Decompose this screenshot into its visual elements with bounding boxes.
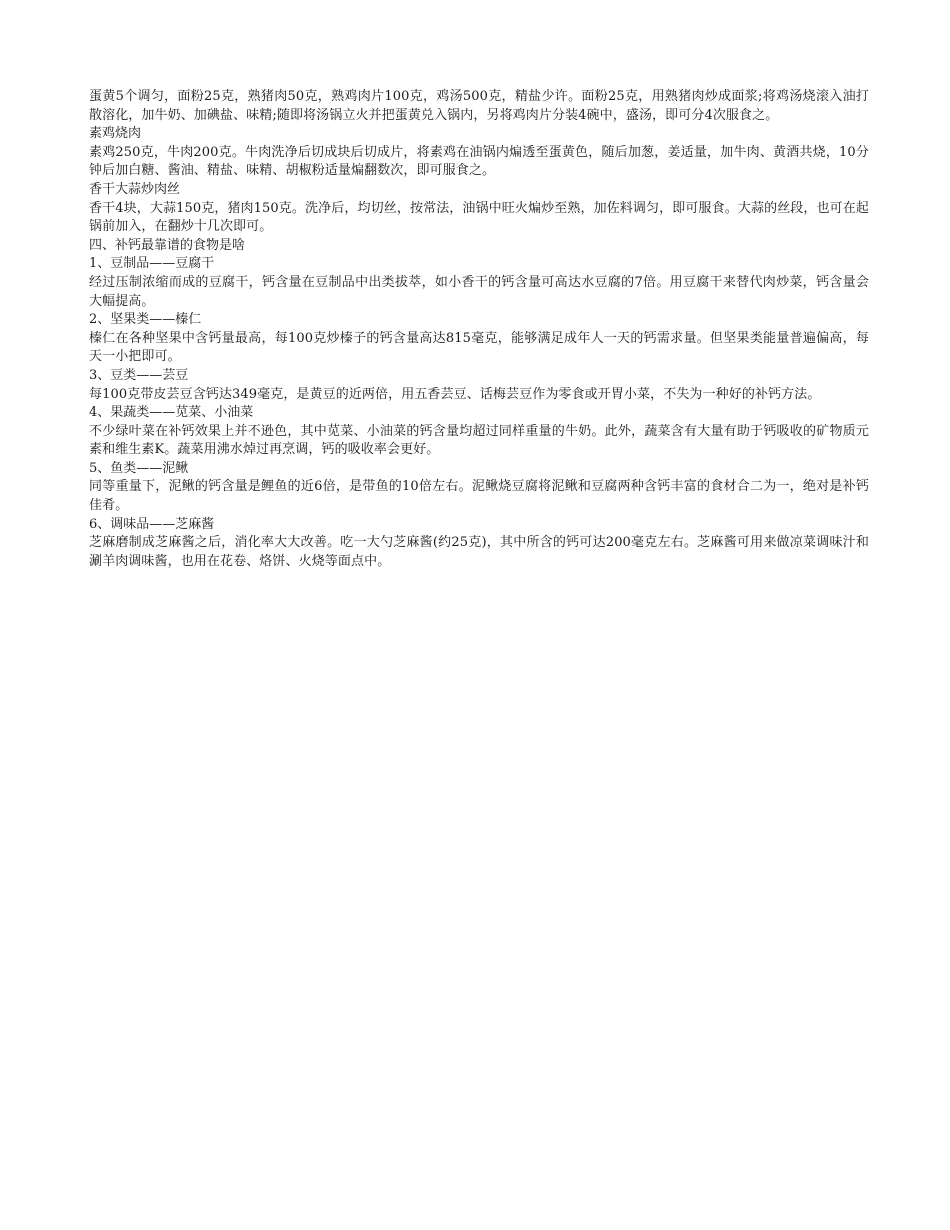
heading-sesame-paste: 6、调味品——芝麻酱	[89, 516, 215, 532]
heading-vegetables: 4、果蔬类——苋菜、小油菜	[89, 405, 254, 421]
paragraph-tofu-gan: 经过压制浓缩而成的豆腐干，钙含量在豆制品中出类拔萃，如小香干的钙含量可高达水豆腐的7倍。用豆腐干来替代肉炒菜，钙含量会大幅提高。	[89, 274, 869, 309]
heading-hazelnut: 2、坚果类——榛仁	[89, 312, 202, 328]
paragraph-su-ji-shao-rou: 素鸡250克，牛肉200克。牛肉洗净后切成块后切成片，将素鸡在油锅内煸透至蛋黄色，随后加葱，姜适量，加牛肉、黄酒共烧，10分钟后加白糖、酱油、精盐、味精、胡椒粉适量煸翻数次，即可服食之。	[89, 144, 869, 179]
heading-tofu-gan: 1、豆制品——豆腐干	[89, 256, 215, 272]
paragraph-recipe-egg-soup: 蛋黄5个调匀，面粉25克，熟猪肉50克，熟鸡肉片100克，鸡汤500克，精盐少许。面粉25克，用熟猪肉炒成面浆;将鸡汤烧滚入油打散溶化，加牛奶、加碘盐、味精;随即将汤锅立火并把蛋黄兑入锅内，另将鸡肉片分装4碗中，盛汤，即可分4次服食之。	[89, 89, 869, 123]
paragraph-vegetables: 不少绿叶菜在补钙效果上并不逊色，其中苋菜、小油菜的钙含量均超过同样重量的牛奶。此外，蔬菜含有大量有助于钙吸收的矿物质元素和维生素K。蔬菜用沸水焯过再烹调，钙的吸收率会更好。	[89, 423, 869, 458]
paragraph-hazelnut: 榛仁在各种坚果中含钙量最高，每100克炒榛子的钙含量高达815毫克，能够满足成年人一天的钙需求量。但坚果类能量普遍偏高，每天一小把即可。	[89, 330, 869, 365]
document-body	[89, 88, 869, 571]
heading-kidney-bean: 3、豆类——芸豆	[89, 367, 189, 383]
paragraph-loach: 同等重量下，泥鳅的钙含量是鲤鱼的近6倍，是带鱼的10倍左右。泥鳅烧豆腐将泥鳅和豆腐两种含钙丰富的食材合二为一，绝对是补钙佳肴。	[89, 479, 869, 514]
section-heading-calcium-foods: 四、补钙最靠谱的食物是啥	[89, 237, 246, 253]
paragraph-xiang-gan-da-suan: 香干4块，大蒜150克，猪肉150克。洗净后，均切丝，按常法，油锅中旺火煸炒至熟，加佐料调匀，即可服食。大蒜的丝段，也可在起锅前加入，在翻炒十几次即可。	[89, 200, 869, 235]
heading-su-ji-shao-rou: 素鸡烧肉	[89, 126, 142, 142]
paragraph-sesame-paste: 芝麻磨制成芝麻酱之后，消化率大大改善。吃一大勺芝麻酱(约25克)，其中所含的钙可达200毫克左右。芝麻酱可用来做凉菜调味汁和涮羊肉调味酱，也用在花卷、烙饼、火烧等面点中。	[89, 535, 869, 569]
heading-loach: 5、鱼类——泥鳅	[89, 460, 189, 476]
heading-xiang-gan-da-suan: 香干大蒜炒肉丝	[89, 181, 181, 197]
paragraph-kidney-bean: 每100克带皮芸豆含钙达349毫克，是黄豆的近两倍，用五香芸豆、话梅芸豆作为零食或开胃小菜，不失为一种好的补钙方法。	[89, 386, 821, 402]
